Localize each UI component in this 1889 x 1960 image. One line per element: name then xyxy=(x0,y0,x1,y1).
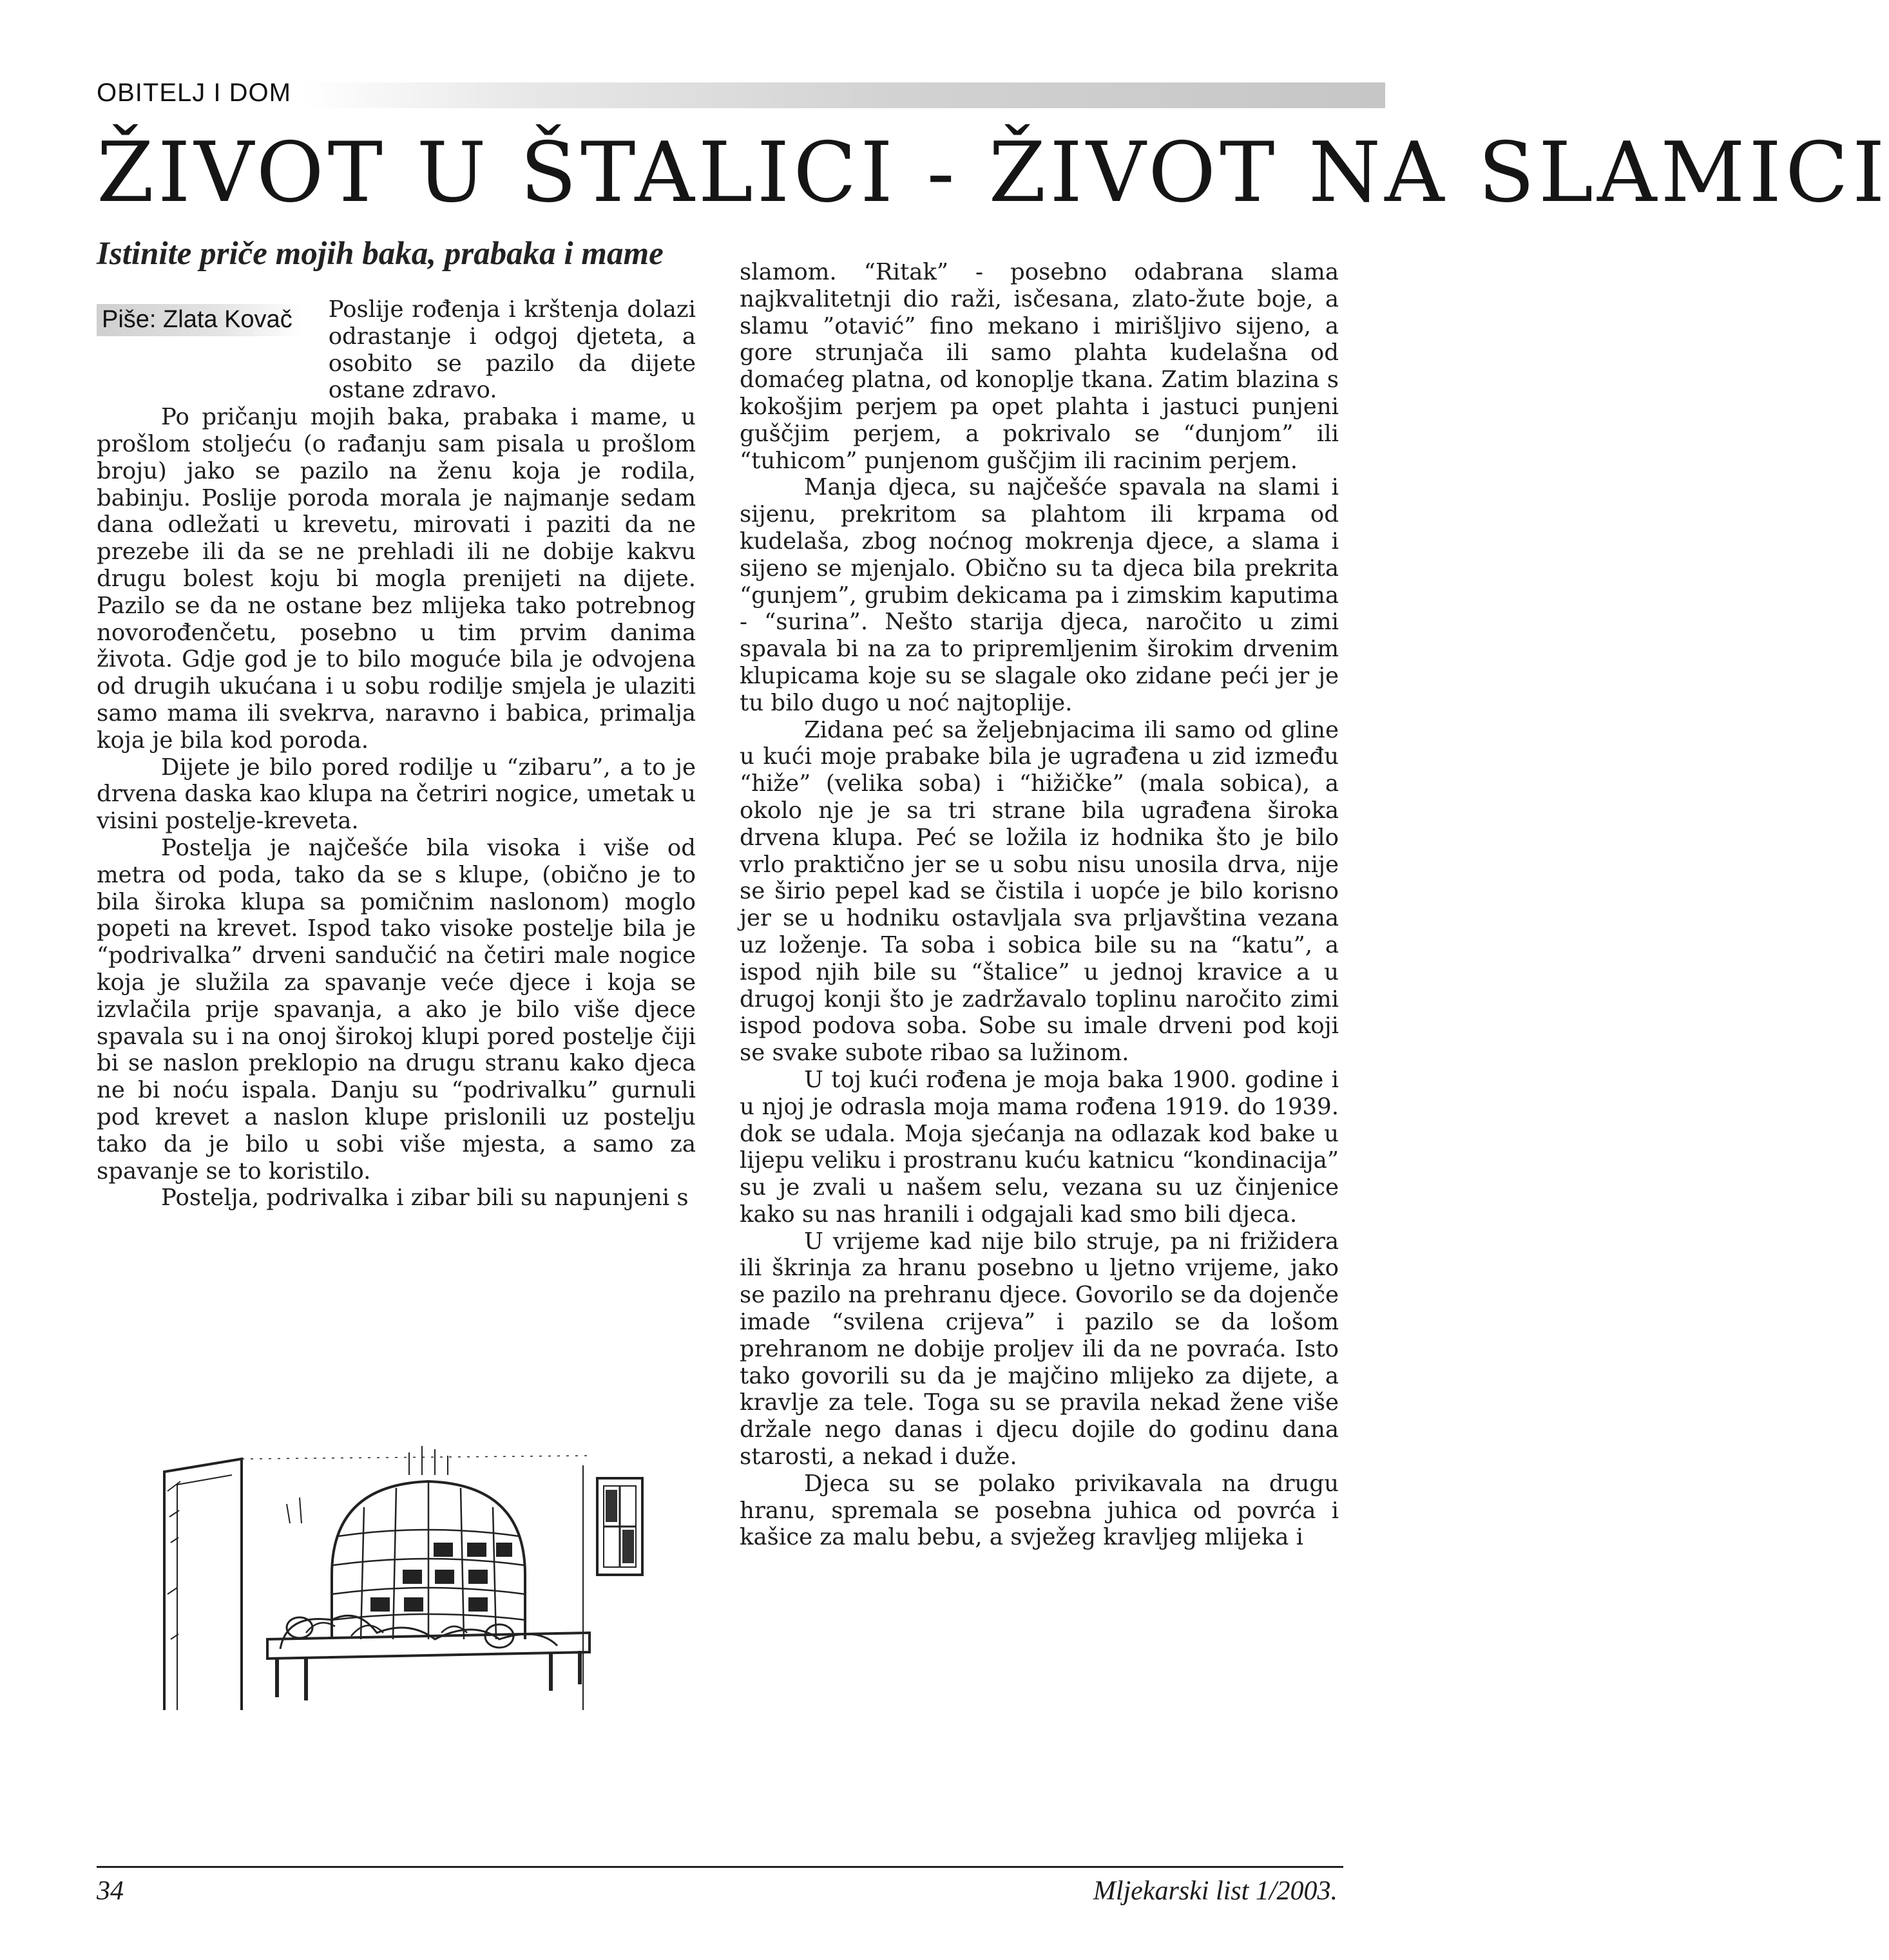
paragraph: Postelja, podrivalka i zibar bili su napunjeni s xyxy=(161,1185,689,1212)
paragraph: Manja djeca, su najčešće spavala na slami i sijenu, prekritom sa plahtom ili krpama od kudelaša, zbog noćnog mokrenja djece, a slama i sijeno se mjenjalo. Obično su ta djeca bila prekrita “gunjem”, grubim dekicama pa i zimskim kaputima - “surina”. Nešto starija djeca, naročito u zimi spavala bi na za to pripremljenim širokim drvenim klupicama koje su se slagale oko zidane peći jer je tu bilo dugo u noć najtoplije. xyxy=(740,474,1339,716)
author-byline: Piše: Zlata Kovač xyxy=(97,304,303,336)
paragraph: Po pričanju mojih baka, prabaka i mame, u prošlom stoljeću (o rađanju sam pisala u prošlom broju) jako se pazilo na ženu koja je rodila, babinju. Poslije poroda morala je najmanje sedam dana odležati u krevetu, mirovati i paziti da ne prezebe ili da se ne prehladi ili ne dobije kakvu drugu bolest koju bi mogla prenijeti na dijete. Pazilo se da ne ostane bez mlijeka tako potrebnog novorođenčetu, posebno u tim prvim danima života. Gdje god je to bilo moguće bila je odvojena od drugih ukućana i u sobu rodilje smjela je ulaziti samo mama ili svekrva, naravno i babica, primalja koja je bila kod poroda. xyxy=(97,404,696,754)
paragraph: U toj kući rođena je moja baka 1900. godine i u njoj je odrasla moja mama rođena 1919. do 1939. dok se udala. Moja sjećanja na odlazak kod bake u lijepu veliku i prostranu kuću katnicu “kondinacija” su je zvali u našem selu, vezana su uz činjenice kako su nas hranili i odgajali kad smo bili djeca. xyxy=(740,1066,1339,1228)
section-label: OBITELJ I DOM xyxy=(97,79,291,107)
paragraph: slamom. “Ritak” - posebno odabrana slama najkvalitetnji dio raži, isčesana, zlato-žute boje, a slamu ”otavić” fino mekano i mirišljivo sijeno, a gore strunjača ili samo plahta kudelašna od domaćeg platna, od konoplje tkana. Zatim blazina s kokošjim perjem pa opet plahta i jastuci punjeni guščjim perjem, a pokrivalo se “dunjom” ili “tuhicom” punjenom guščjim ili racinim perjem. xyxy=(740,259,1339,474)
paragraph: Djeca su se polako privikavala na drugu hranu, spremala se posebna juhica od povrća i kašice za malu bebu, a svježeg kravljeg mlijeka i xyxy=(740,1470,1339,1551)
stove-illustration xyxy=(139,1427,654,1710)
paragraph: Postelja je najčešće bila visoka i više od metra od poda, tako da se s klupe, (obično je to bila široka klupa sa pomičnim naslonom) moglo popeti na krevet. Ispod tako visoke postelje bila je “podrivalka” drveni sandučić na četiri male nogice koja je služila za spavanje veće djece i koja se izvlačila prije spavanja, a ako je bilo više djece spavala su i na onoj širokoj klupi pored postelje čiji bi se naslon preklopio na drugu stranu kako djeca ne bi noću ispala. Danju su “podrivalku” gurnuli pod krevet a naslon klupe prislonili uz postelju tako da je bilo u sobi više mjesta, a samo za spavanje se to koristilo. xyxy=(97,834,696,1185)
paragraph: Zidana peć sa željebnjacima ili samo od gline u kući moje prabake bila je ugrađena u zid između “hiže” (velika soba) i “hižičke” (mala sobica), a okolo nje je sa tri strane bila ugrađena široka drvena klupa. Peć se ložila iz hodnika što je bilo vrlo praktično jer se u sobu nisu unosila drva, nije se širio pepel kad se čistila i uopće je bilo korisno jer se u hodniku ostavljala sva prljavština vezana uz loženje. Ta soba i sobica bile su na “katu”, a ispod njih bile su “štalice” u jednoj kravice a u drugoj konji što je zadržavalo toplinu naročito zimi ispod podova soba. Sobe su imale drveni pod koji se svake subote ribao sa lužinom. xyxy=(740,716,1339,1067)
article-title: ŽIVOT U ŠTALICI - ŽIVOT NA SLAMICI xyxy=(97,125,1889,221)
article-subtitle: Istinite priče mojih baka, prabaka i mame xyxy=(97,236,664,272)
paragraph: Dijete je bilo pored rodilje u “zibaru”, a to je drvena daska kao klupa na četriri nogice, umetak u visini postelje-kreveta. xyxy=(97,754,696,835)
right-column xyxy=(740,259,1339,1551)
header-bar xyxy=(303,82,1385,108)
page-number: 34 xyxy=(97,1876,124,1906)
left-column xyxy=(97,296,696,1212)
paragraph-text: Poslije rođenja i krštenja dolazi odrastanje i odgoj djeteta, a osobito se pazilo da dijete ostane zdravo. xyxy=(328,296,696,404)
author-row xyxy=(97,296,696,404)
paragraph: U vrijeme kad nije bilo struje, pa ni frižidera ili škrinja za hranu posebno u ljetno vrijeme, jako se pazilo na prehranu djece. Govorilo se da dojenče imade “svilena crijeva” i pazilo se da lošom prehranom ne dobije proljev ili da ne povraća. Isto tako govorili su da je majčino mlijeko za dijete, a kravlje za tele. Toga su se pravila nekad žene više držale nego danas i djecu dojile do godinu dana starosti, a nekad i duže. xyxy=(740,1228,1339,1470)
paragraph xyxy=(329,296,696,404)
journal-issue: Mljekarski list 1/2003. xyxy=(1093,1876,1338,1906)
footer-rule xyxy=(97,1866,1343,1868)
